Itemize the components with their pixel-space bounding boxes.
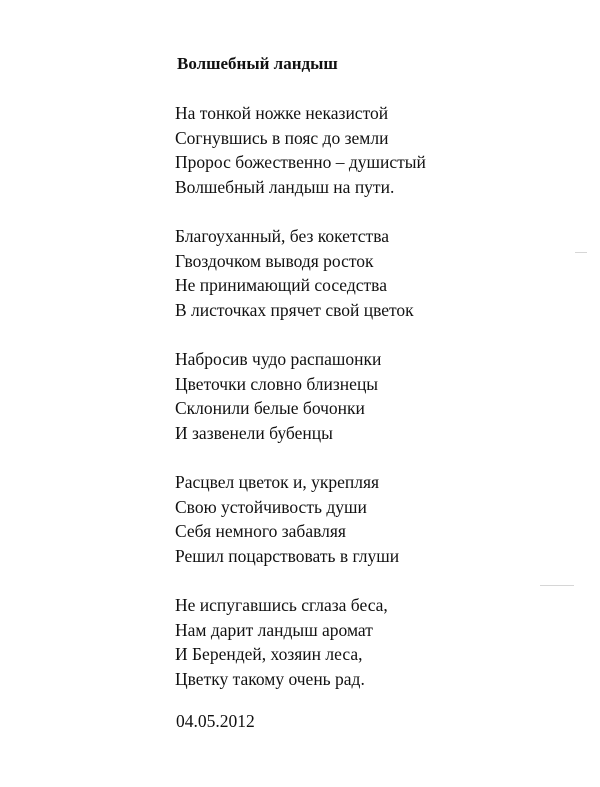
poem-line: И Берендей, хозяин леса, bbox=[175, 644, 363, 664]
poem-line: Нам дарит ландыш аромат bbox=[175, 619, 373, 640]
poem-line: Не принимающий соседства bbox=[175, 275, 387, 295]
poem-title: Волшебный ландыш bbox=[177, 54, 338, 73]
poem-line: И зазвенели бубенцы bbox=[175, 422, 333, 443]
stanza bbox=[175, 347, 555, 445]
scan-artifact bbox=[575, 252, 587, 253]
stanza bbox=[175, 101, 555, 199]
poem-line: Цветку такому очень рад. bbox=[175, 668, 365, 689]
poem-line: Пророс божественно – душистый bbox=[175, 152, 426, 172]
poem-line: Благоуханный, без кокетства bbox=[175, 226, 389, 246]
poem-line: В листочках прячет свой цветок bbox=[175, 299, 414, 320]
stanza bbox=[175, 470, 555, 568]
poem-line: Волшебный ландыш на пути. bbox=[175, 176, 395, 197]
poem-line: Гвоздочком выводя росток bbox=[175, 250, 374, 271]
poem-date: 04.05.2012 bbox=[176, 711, 255, 731]
poem-line: Склонили белые бочонки bbox=[175, 398, 365, 418]
poem-line: Набросив чудо распашонки bbox=[175, 349, 382, 369]
poem-line: Цветочки словно близнецы bbox=[175, 373, 379, 394]
poem-line: Не испугавшись сглаза беса, bbox=[175, 595, 388, 615]
poem-line: Решил поцарствовать в глуши bbox=[175, 545, 400, 566]
poem-line: Расцвел цветок и, укрепляя bbox=[175, 472, 380, 492]
stanza bbox=[175, 224, 555, 322]
poem-body bbox=[175, 101, 555, 716]
stanza bbox=[175, 593, 555, 691]
poem-line: На тонкой ножке неказистой bbox=[175, 103, 389, 123]
poem-line: Согнувшись в пояс до земли bbox=[175, 127, 389, 148]
poem-line: Себя немного забавляя bbox=[175, 521, 346, 541]
poem-line: Свою устойчивость души bbox=[175, 496, 367, 517]
